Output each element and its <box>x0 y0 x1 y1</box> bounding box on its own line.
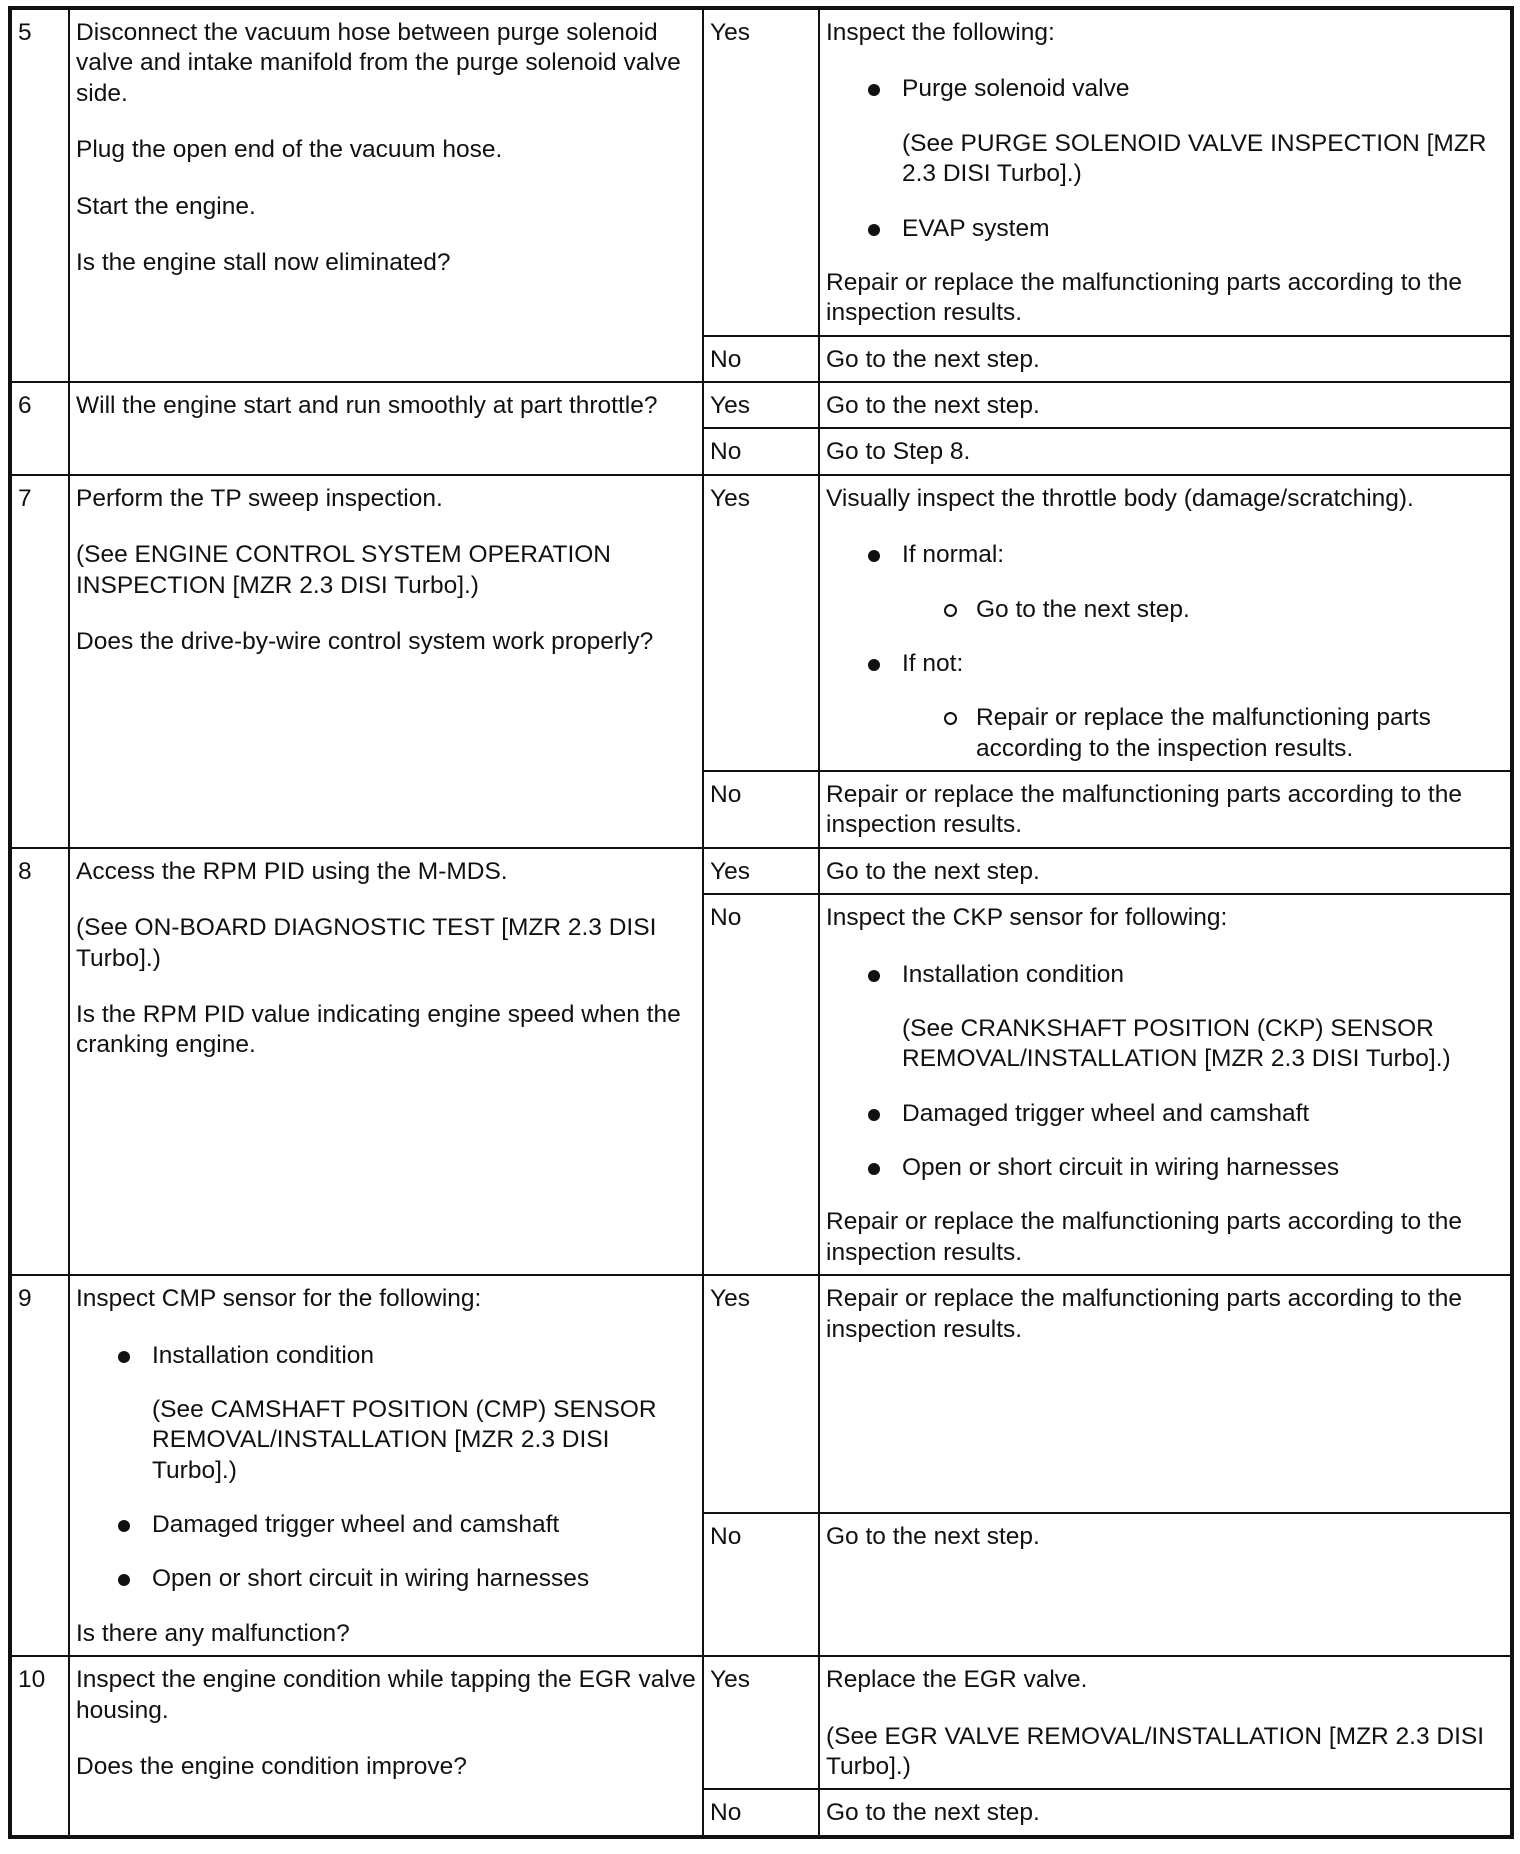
result-no-label: No <box>703 336 819 382</box>
list-item-text: Installation condition <box>902 960 1125 988</box>
action-text: Inspect the CKP sensor for following: <box>826 904 1228 932</box>
step-number: 10 <box>10 1656 69 1837</box>
action-text: Visually inspect the throttle body (damage/scratching). <box>826 484 1414 512</box>
step-number: 9 <box>10 1275 69 1656</box>
list-item: Go to the next step. <box>902 595 1504 625</box>
list-item: Damaged trigger wheel and camshaft <box>826 1099 1504 1129</box>
bullet-list <box>826 74 1504 244</box>
step-action <box>69 1656 703 1837</box>
bullet-list <box>76 1341 696 1595</box>
action-text: Perform the TP sweep inspection. <box>76 484 443 512</box>
result-no-action: Go to Step 8. <box>819 428 1512 474</box>
table-row <box>10 848 1512 894</box>
result-no-label: No <box>703 428 819 474</box>
step-action <box>69 475 703 848</box>
list-item <box>826 214 1504 244</box>
result-no-action: Go to the next step. <box>819 1513 1512 1656</box>
action-question: Is there any malfunction? <box>76 1619 350 1647</box>
action-question: Is the RPM PID value indicating engine speed when the cranking engine. <box>76 1000 681 1059</box>
list-item <box>826 960 1504 1075</box>
action-text: Inspect the following: <box>826 19 1055 46</box>
list-item <box>826 649 1504 764</box>
reference-text: (See ON-BOARD DIAGNOSTIC TEST [MZR 2.3 DISI Turbo].) <box>76 914 657 972</box>
reference-text: (See PURGE SOLENOID VALVE INSPECTION [MZR 2.3 DISI Turbo].) <box>902 129 1487 188</box>
step-number: 8 <box>10 848 69 1275</box>
result-yes-label: Yes <box>703 8 819 336</box>
result-yes-action <box>819 475 1512 771</box>
diagnostic-table <box>8 6 1514 1839</box>
reference-text: (See CAMSHAFT POSITION (CMP) SENSOR REMOVAL/INSTALLATION [MZR 2.3 DISI Turbo].) <box>152 1395 657 1484</box>
result-yes-label: Yes <box>703 848 819 894</box>
action-text: Disconnect the vacuum hose between purge solenoid valve and intake manifold from the purge solenoid valve side. <box>76 19 681 107</box>
step-number: 6 <box>10 382 69 475</box>
step-action: Will the engine start and run smoothly at part throttle? <box>69 382 703 475</box>
reference-text: (See CRANKSHAFT POSITION (CKP) SENSOR REMOVAL/INSTALLATION [MZR 2.3 DISI Turbo].) <box>902 1014 1451 1073</box>
table-row <box>10 475 1512 771</box>
bullet-list <box>826 540 1504 764</box>
step-action <box>69 1275 703 1656</box>
action-text: Access the RPM PID using the M-MDS. <box>76 857 508 885</box>
result-no-label: No <box>703 1789 819 1836</box>
action-text: Inspect the engine condition while tapping the EGR valve housing. <box>76 1666 696 1724</box>
result-yes-label: Yes <box>703 475 819 771</box>
result-yes-action <box>819 8 1512 336</box>
list-item-text: If normal: <box>902 541 1005 569</box>
result-yes-action: Repair or replace the malfunctioning parts according to the inspection results. <box>819 1275 1512 1513</box>
table-row <box>10 382 1512 428</box>
list-item-text: If not: <box>902 649 964 677</box>
result-no-action: Go to the next step. <box>819 336 1512 382</box>
table-row <box>10 1656 1512 1789</box>
result-no-action <box>819 894 1512 1275</box>
result-no-action: Repair or replace the malfunctioning parts according to the inspection results. <box>819 771 1512 848</box>
table-row <box>10 1275 1512 1513</box>
list-item-text: Installation condition <box>152 1341 375 1369</box>
list-item <box>76 1341 696 1487</box>
list-item: Repair or replace the malfunctioning parts according to the inspection results. <box>902 703 1504 764</box>
action-text: Start the engine. <box>76 192 256 220</box>
result-yes-action <box>819 1656 1512 1789</box>
action-question: Does the engine condition improve? <box>76 1752 467 1780</box>
result-yes-label: Yes <box>703 382 819 428</box>
list-item-text: Purge solenoid valve <box>902 75 1130 103</box>
step-action <box>69 8 703 382</box>
sub-bullet-list <box>902 595 1504 625</box>
list-item: Open or short circuit in wiring harnesses <box>76 1564 696 1594</box>
action-text: Inspect CMP sensor for the following: <box>76 1285 482 1313</box>
step-number: 5 <box>10 8 69 382</box>
action-text: Repair or replace the malfunctioning parts according to the inspection results. <box>826 1208 1462 1266</box>
result-no-label: No <box>703 894 819 1275</box>
list-item: Damaged trigger wheel and camshaft <box>76 1510 696 1540</box>
bullet-list <box>826 960 1504 1184</box>
action-text: Replace the EGR valve. <box>826 1666 1088 1694</box>
action-text: Repair or replace the malfunctioning parts according to the inspection results. <box>826 268 1462 327</box>
sub-bullet-list <box>902 703 1504 764</box>
reference-text: (See EGR VALVE REMOVAL/INSTALLATION [MZR 2.3 DISI Turbo].) <box>826 1722 1485 1780</box>
result-no-label: No <box>703 771 819 848</box>
list-item <box>826 540 1504 625</box>
table-row <box>10 8 1512 336</box>
result-no-label: No <box>703 1513 819 1656</box>
result-yes-action: Go to the next step. <box>819 382 1512 428</box>
result-yes-label: Yes <box>703 1656 819 1789</box>
list-item-text: EVAP system <box>902 214 1050 242</box>
reference-text: (See ENGINE CONTROL SYSTEM OPERATION INSPECTION [MZR 2.3 DISI Turbo].) <box>76 541 612 599</box>
step-action <box>69 848 703 1275</box>
action-question: Is the engine stall now eliminated? <box>76 248 451 276</box>
action-question: Does the drive-by-wire control system work properly? <box>76 627 654 655</box>
action-text: Plug the open end of the vacuum hose. <box>76 136 503 164</box>
result-yes-label: Yes <box>703 1275 819 1513</box>
result-yes-action: Go to the next step. <box>819 848 1512 894</box>
step-number: 7 <box>10 475 69 848</box>
list-item <box>826 74 1504 189</box>
result-no-action: Go to the next step. <box>819 1789 1512 1836</box>
list-item: Open or short circuit in wiring harnesses <box>826 1153 1504 1183</box>
